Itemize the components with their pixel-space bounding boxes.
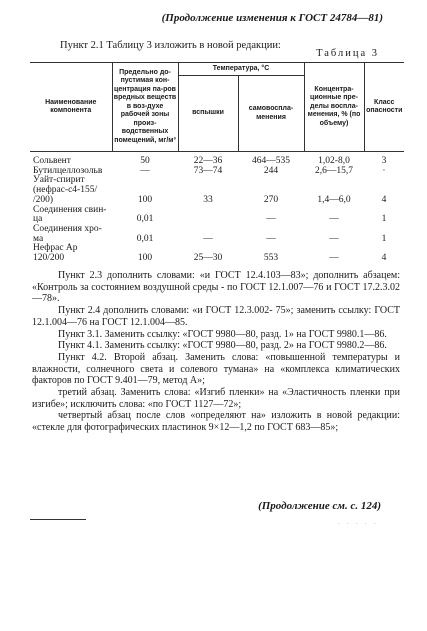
cell-limit: 50 xyxy=(140,156,150,166)
cell-name-line: (нефрас-с4-155/ xyxy=(33,185,98,196)
cell-flash: 73—74 xyxy=(193,165,223,176)
cell-flash: 22—36 xyxy=(193,156,223,166)
table-row xyxy=(30,244,404,263)
table-row xyxy=(30,167,404,177)
cell-limit: 0,01 xyxy=(136,214,154,225)
cell-name-line: Бутилцеллозольв xyxy=(33,165,103,176)
cell-limit: 0,01 xyxy=(136,233,154,244)
amendment-paragraph: четвертый абзац после слов «определяют на» изложить в новой редакции: «стекле для фотографических пластинок 9×12—1,2 по ГОСТ 683—85»; xyxy=(32,410,400,434)
col-header-concentration: Концентра-ционные пре-делы воспла-менения, % (по объему) xyxy=(304,63,364,152)
cell-name xyxy=(30,244,112,263)
cell-limit: 100 xyxy=(137,253,153,264)
cell-limit: 100 xyxy=(137,194,153,205)
table-row xyxy=(30,152,404,167)
cell-name-line: ма xyxy=(33,233,44,244)
amendment-paragraph: Пункт 4.2. Второй абзац. Заменить слова: «повышенной температуры и влажности, солнечного света и солевого тумана» на «комплекса климатических факторов по ГОСТ 9.401—79, метод А»; xyxy=(32,351,400,387)
amendment-text xyxy=(32,270,400,434)
cell-selfign: — xyxy=(266,233,276,244)
cell-name xyxy=(30,176,112,205)
cell-selfign: — xyxy=(266,214,276,225)
intro-paragraph: Пункт 2.1 Таблицу 3 изложить в новой редакции: xyxy=(60,40,281,51)
cell-name-line: Нефрас Ар xyxy=(33,243,78,254)
cell-name xyxy=(30,206,112,225)
cell-flash: 33 xyxy=(203,194,213,205)
cell-conc: 1,4—6,0 xyxy=(317,194,351,205)
cell-name xyxy=(30,152,112,167)
cell-name-line: Соединения свин- xyxy=(33,204,107,215)
cell-name-line: Сольвент xyxy=(33,156,71,166)
col-header-selfignition: самовоспла-менения xyxy=(238,76,304,152)
table-label: Таблица 3 xyxy=(316,48,379,59)
footer-rule xyxy=(30,519,86,520)
footer-dots: . . . . . xyxy=(338,520,379,526)
cell-cls: 4 xyxy=(381,194,387,205)
cell-conc: — xyxy=(329,233,339,244)
cell-flash xyxy=(178,206,238,225)
cell-cls: 3 xyxy=(381,156,387,166)
cell-conc: 1,02-8,0 xyxy=(318,156,350,166)
cell-selfign: 464—535 xyxy=(252,156,290,166)
cell-conc: — xyxy=(329,214,339,225)
amendment-paragraph: третий абзац. Заменить слова: «Изгиб пленки» на «Эластичность пленки при изгибе»; исключить слова: «по ГОСТ 1127—72»; xyxy=(32,387,400,410)
amendment-paragraph: Пункт 3.1. Заменить ссылку: «ГОСТ 9980—80, разд. 1» на ГОСТ 9980.1—86. xyxy=(58,328,387,340)
col-header-limit: Предельно до-пустимая кон-центрация па-ров вредных веществ в воз-духе рабочей зоны произ-водственных помещений, мг/м³ xyxy=(112,63,178,152)
cell-cls: 1 xyxy=(381,214,387,225)
table-row xyxy=(30,225,404,244)
cell-name xyxy=(30,225,112,244)
cell-cls: · xyxy=(382,165,386,176)
amendment-paragraph: Пункт 2.3 дополнить словами: «и ГОСТ 12.4.103—83»; дополнить абзацем: «Контроль за состоянием воздушной среды - по ГОСТ 12.1.007—76 и ГОСТ 17.2.3.02—78». xyxy=(32,270,400,305)
cell-limit: — xyxy=(140,165,150,176)
cell-selfign: 244 xyxy=(263,165,279,176)
cell-cls: 1 xyxy=(381,233,387,244)
page-header: (Продолжение изменения к ГОСТ 24784—81) xyxy=(161,12,383,24)
cell-name-line: 120/200 xyxy=(33,253,65,264)
col-header-flash: вспышки xyxy=(178,76,238,152)
cell-selfign: 553 xyxy=(263,253,279,264)
continuation-note: (Продолжение см. с. 124) xyxy=(258,500,381,512)
cell-name-line: ца xyxy=(33,214,43,225)
cell-name-line: /200) xyxy=(33,194,54,205)
cell-flash: 25—30 xyxy=(193,253,223,264)
cell-selfign: 270 xyxy=(263,194,279,205)
cell-cls: 4 xyxy=(381,253,387,264)
hazard-table xyxy=(30,62,404,264)
cell-flash: — xyxy=(203,233,213,244)
cell-conc: — xyxy=(329,253,339,264)
cell-conc: 2,6—15,7 xyxy=(315,165,353,176)
col-header-temperature: Температура, °С xyxy=(178,63,304,76)
table-row xyxy=(30,176,404,205)
amendment-paragraph: Пункт 4.1. Заменить ссылку: «ГОСТ 9980—80, разд. 2» на ГОСТ 9980.2—86. xyxy=(58,340,387,352)
table-row xyxy=(30,206,404,225)
col-header-name: Наименование компонента xyxy=(30,63,112,152)
amendment-paragraph: Пункт 2.4 дополнить словами: «и ГОСТ 12.3.002- 75»; заменить ссылку: ГОСТ 12.1.004—76 на ГОСТ 12.1.004—85. xyxy=(32,305,400,328)
cell-name-line: Уайт-спирит xyxy=(33,175,85,186)
col-header-class: Класс опасности xyxy=(364,63,404,152)
cell-name-line: Соединения хро- xyxy=(33,223,102,234)
